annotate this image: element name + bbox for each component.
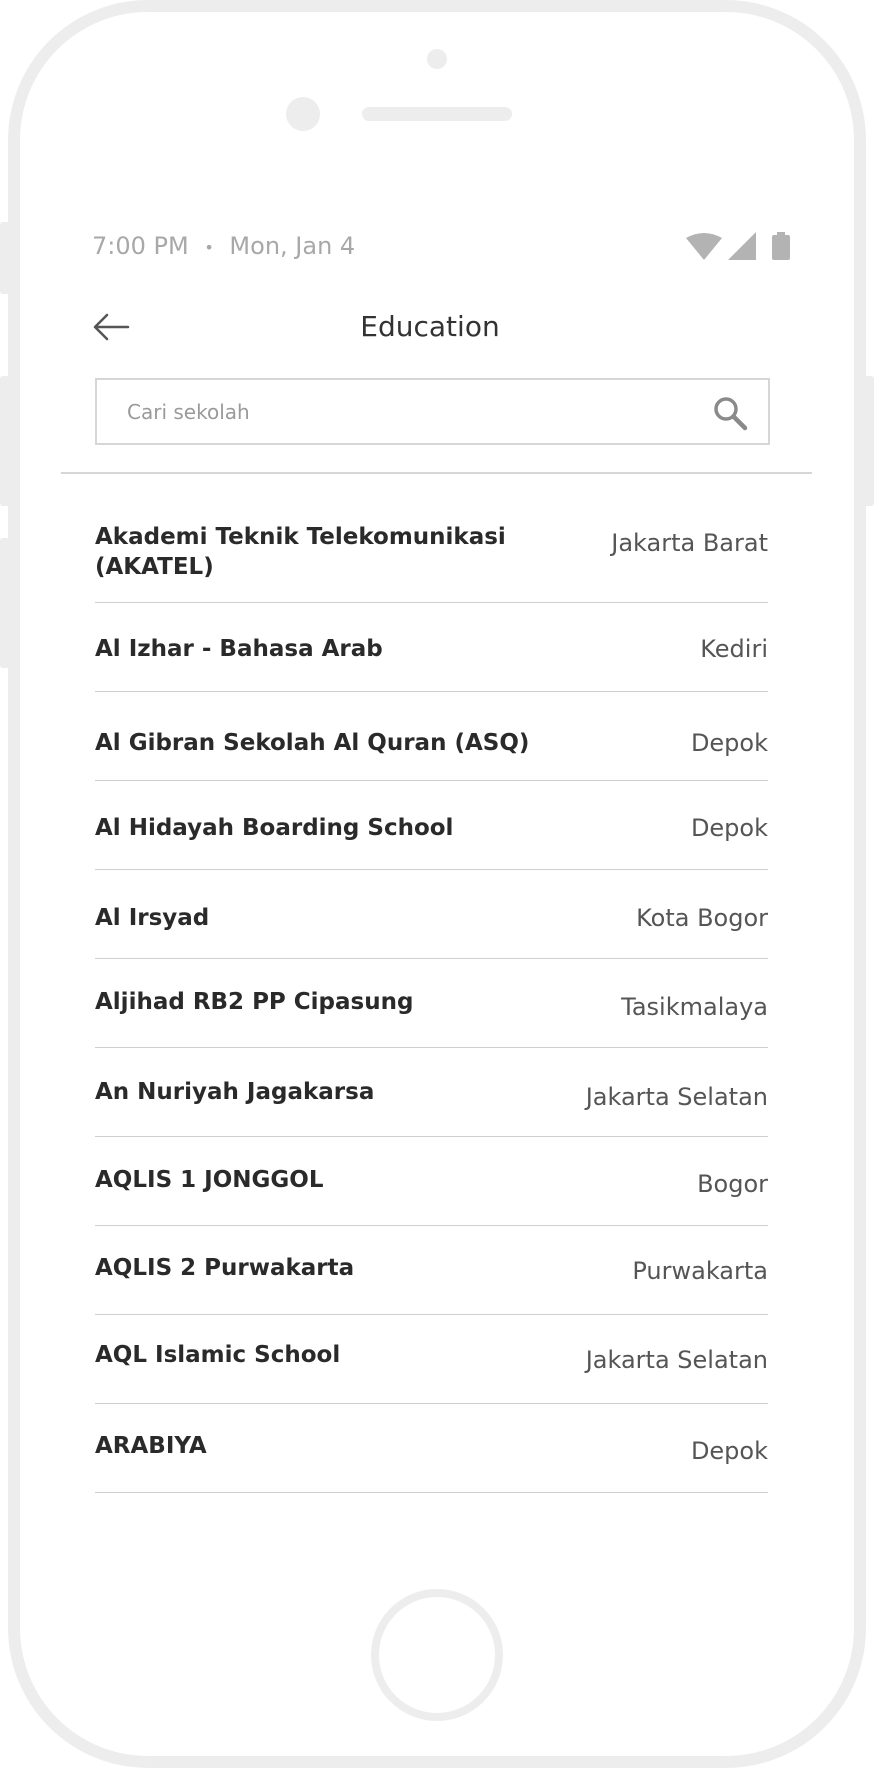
list-item[interactable]	[95, 510, 768, 603]
side-button-power	[864, 376, 874, 506]
school-city: Kota Bogor	[636, 904, 768, 932]
page-title: Education	[360, 310, 500, 343]
school-name: AQL Islamic School	[95, 1342, 341, 1368]
school-list	[95, 510, 768, 1493]
list-item[interactable]	[95, 1315, 768, 1404]
school-name: An Nuriyah Jagakarsa	[95, 1079, 375, 1105]
header-divider	[61, 472, 812, 474]
school-name: Aljihad RB2 PP Cipasung	[95, 989, 414, 1015]
search-button[interactable]	[712, 395, 748, 431]
wifi-icon	[686, 233, 722, 260]
school-city: Bogor	[697, 1170, 768, 1198]
list-item[interactable]	[95, 603, 768, 692]
status-time-date	[92, 232, 355, 260]
earpiece-speaker	[362, 107, 512, 121]
school-name: Al Hidayah Boarding School	[95, 815, 454, 841]
list-item[interactable]	[95, 692, 768, 781]
list-item[interactable]	[95, 959, 768, 1048]
school-city: Depok	[690, 729, 768, 757]
proximity-sensor	[427, 49, 447, 69]
status-date: Mon, Jan 4	[229, 232, 356, 260]
school-city: Kediri	[700, 635, 768, 663]
list-item[interactable]	[95, 1137, 768, 1226]
list-item[interactable]	[95, 1404, 768, 1493]
list-item[interactable]	[95, 781, 768, 870]
search-box	[95, 378, 770, 445]
battery-icon	[772, 232, 790, 260]
school-name: Al Gibran Sekolah Al Quran (ASQ)	[95, 730, 530, 756]
school-city: Jakarta Selatan	[585, 1083, 768, 1111]
app-header	[92, 300, 768, 356]
side-button-mute	[0, 222, 10, 294]
list-item[interactable]	[95, 1226, 768, 1315]
search-input[interactable]	[127, 390, 667, 434]
school-city: Depok	[690, 1437, 768, 1465]
school-name: AQLIS 2 Purwakarta	[95, 1255, 355, 1281]
search-icon	[712, 395, 748, 431]
side-button-volume-up	[0, 376, 10, 506]
status-separator: •	[204, 237, 214, 257]
status-bar	[92, 228, 796, 264]
front-camera	[286, 97, 320, 131]
school-city: Tasikmalaya	[621, 993, 768, 1021]
school-name: ARABIYA	[95, 1433, 207, 1459]
status-icons	[686, 232, 796, 260]
side-button-volume-down	[0, 538, 10, 668]
status-time: 7:00 PM	[92, 232, 189, 260]
school-city: Jakarta Selatan	[585, 1346, 768, 1374]
school-name: AQLIS 1 JONGGOL	[95, 1167, 324, 1193]
list-item[interactable]	[95, 1048, 768, 1137]
school-name: Al Izhar - Bahasa Arab	[95, 636, 383, 662]
school-name: Akademi Teknik Telekomunikasi (AKATEL)	[95, 524, 506, 580]
school-city: Jakarta Barat	[611, 529, 768, 557]
school-city: Depok	[690, 814, 768, 842]
list-item[interactable]	[95, 870, 768, 959]
signal-icon	[728, 232, 756, 260]
school-name: Al Irsyad	[95, 905, 210, 931]
home-button[interactable]	[371, 1589, 503, 1721]
school-city: Purwakarta	[632, 1257, 768, 1285]
